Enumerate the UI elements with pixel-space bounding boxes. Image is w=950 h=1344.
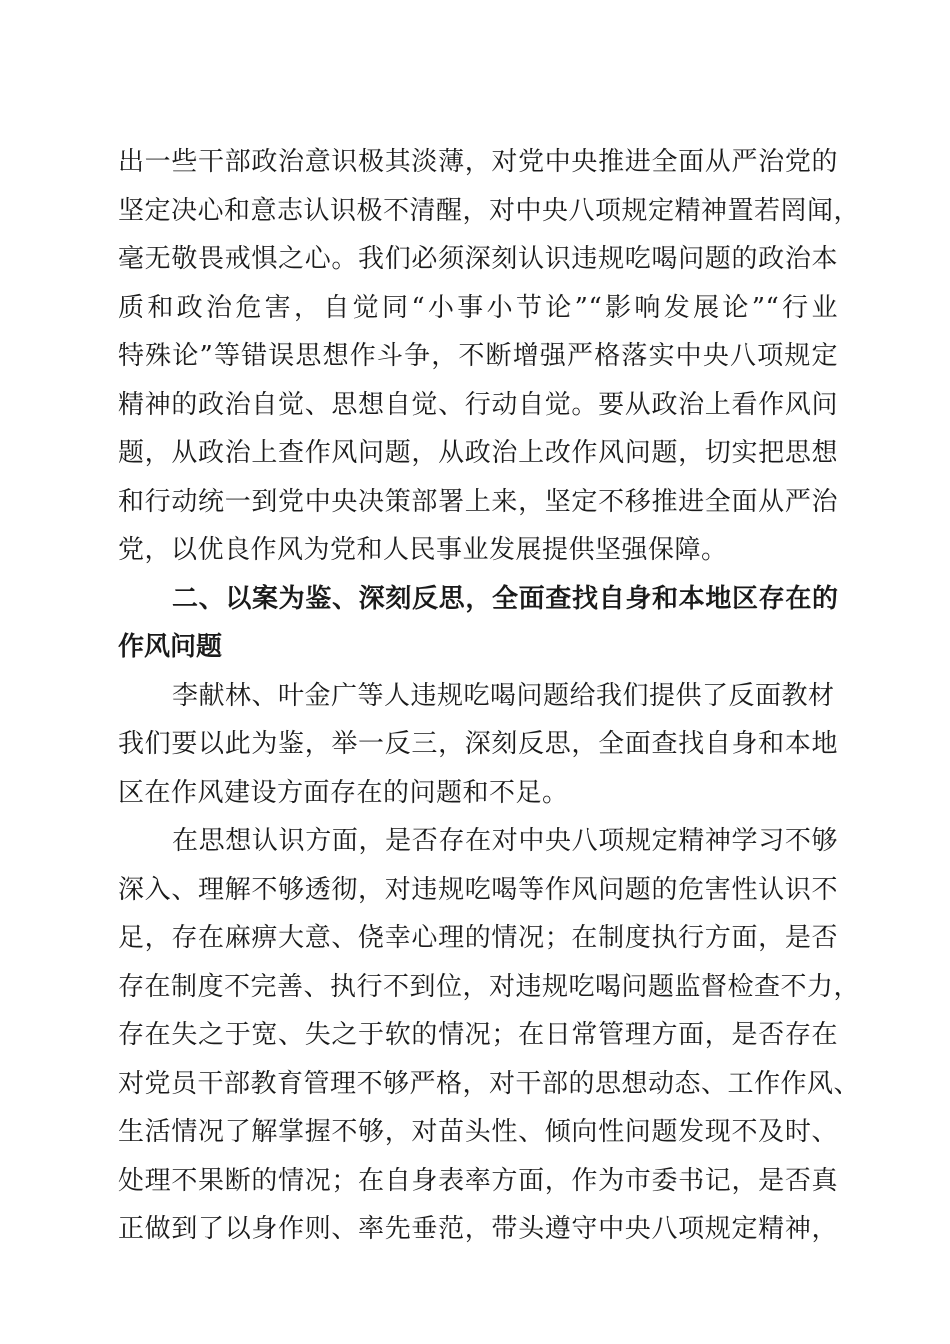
paragraph	[118, 672, 838, 818]
paragraph	[118, 138, 861, 575]
text-line: 特殊论”等错误思想作斗争，不断增强严格落实中央八项规定	[118, 341, 838, 371]
text-line: 深入、理解不够透彻，对违规吃喝等作风问题的危害性认识不	[118, 874, 838, 905]
text-line: 在思想认识方面，是否存在对中央八项规定精神学习不够	[172, 826, 838, 856]
text-line: 存在制度不完善、执行不到位，对违规吃喝问题监督检查不力，	[118, 971, 861, 1002]
text-line: 存在失之于宽、失之于软的情况；在日常管理方面，是否存在	[118, 1020, 838, 1050]
text-line: 处理不果断的情况；在自身表率方面，作为市委书记，是否真	[118, 1165, 838, 1196]
text-line: 足，存在麻痹大意、侥幸心理的情况；在制度执行方面，是否	[118, 923, 838, 953]
text-line: 坚定决心和意志认识极不清醒，对中央八项规定精神置若罔闻，	[118, 195, 861, 226]
text-line: 正做到了以身作则、率先垂范，带头遵守中央八项规定精神，	[118, 1214, 838, 1244]
text-line: 我们要以此为鉴，举一反三，深刻反思，全面查找自身和本地	[118, 729, 838, 759]
text-line: 党，以优良作风为党和人民事业发展提供坚强保障。	[118, 535, 728, 565]
paragraph	[118, 817, 861, 1254]
section-heading	[118, 575, 838, 672]
text-line: 李献林、叶金广等人违规吃喝问题给我们提供了反面教材	[172, 680, 835, 711]
text-line: 精神的政治自觉、思想自觉、行动自觉。要从政治上看作风问	[118, 389, 838, 420]
text-line: 对党员干部教育管理不够严格，对干部的思想动态、工作作风、	[118, 1068, 861, 1099]
text-line: 出一些干部政治意识极其淡薄，对党中央推进全面从严治党的	[118, 147, 838, 177]
document-body	[118, 138, 861, 1254]
text-line: 区在作风建设方面存在的问题和不足。	[118, 777, 569, 808]
text-line: 和行动统一到党中央决策部署上来，坚定不移推进全面从严治	[118, 486, 838, 517]
text-line: 题，从政治上查作风问题，从政治上改作风问题，切实把思想	[118, 438, 838, 468]
text-line: 生活情况了解掌握不够，对苗头性、倾向性问题发现不及时、	[118, 1117, 838, 1147]
heading-line: 作风问题	[118, 632, 223, 662]
text-line: 毫无敬畏戒惧之心。我们必须深刻认识违规吃喝问题的政治本	[118, 244, 838, 274]
heading-line: 二、以案为鉴、深刻反思，全面查找自身和本地区存在的	[172, 583, 838, 614]
text-line: 质和政治危害，自觉同“小事小节论”“影响发展论”“行业	[118, 292, 838, 323]
